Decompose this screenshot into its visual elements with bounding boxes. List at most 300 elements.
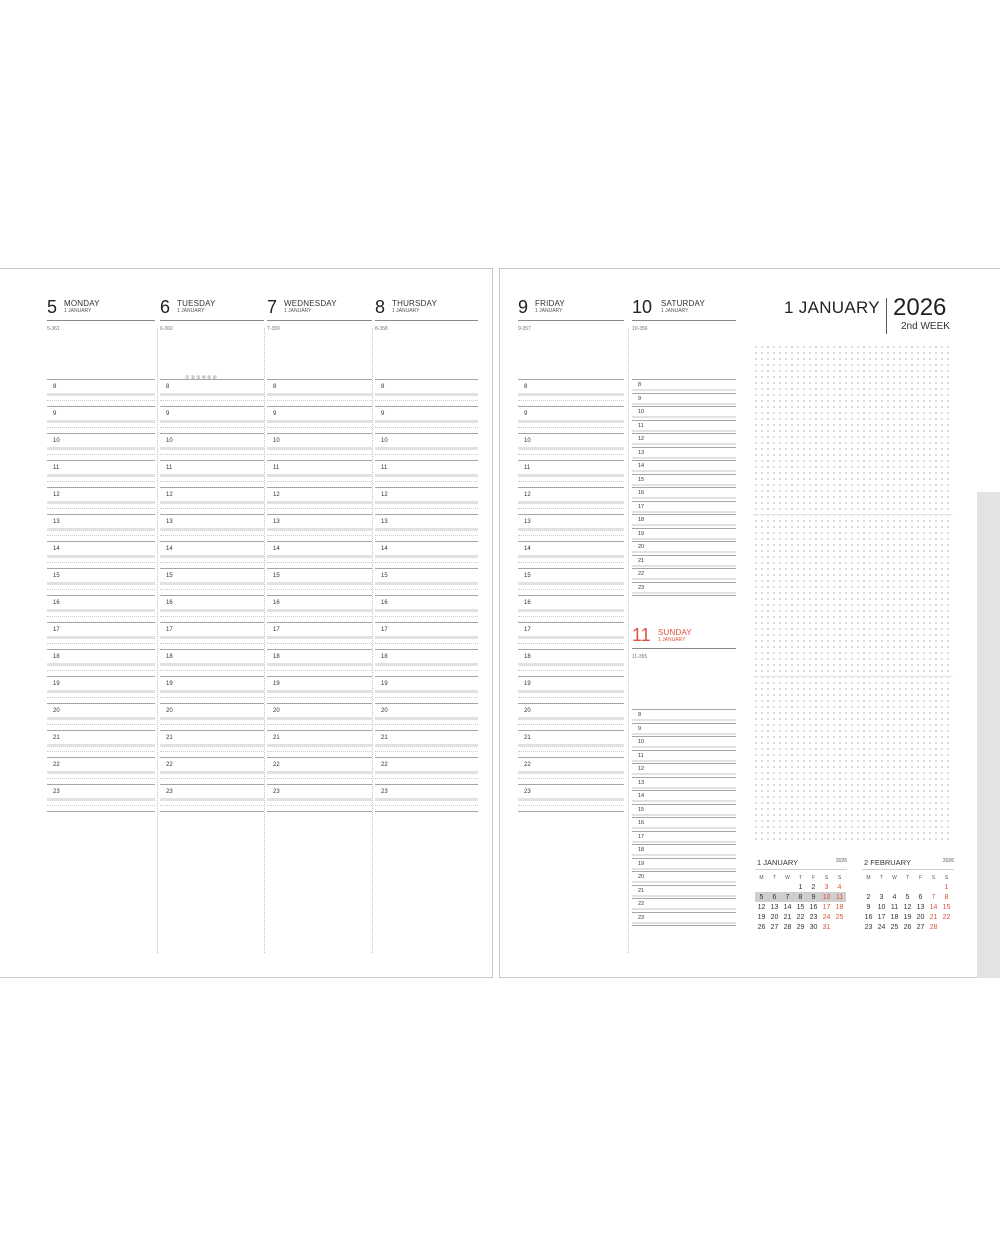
index-tab[interactable]	[977, 492, 1000, 978]
calendar-day[interactable]: 15	[942, 903, 951, 911]
calendar-day[interactable]: 21	[783, 913, 792, 921]
week-row	[862, 922, 953, 932]
calendar-day[interactable]: 23	[809, 913, 818, 921]
hour-row[interactable]	[632, 804, 736, 818]
hour-row[interactable]	[160, 730, 264, 757]
calendar-day[interactable]: 13	[770, 903, 779, 911]
hour-label: 18	[273, 654, 280, 660]
hour-row[interactable]	[518, 406, 624, 433]
hour-row[interactable]	[267, 514, 372, 541]
hour-list	[47, 379, 155, 815]
hour-row[interactable]	[160, 541, 264, 568]
half-hour-line	[267, 778, 372, 779]
hour-label: 8	[381, 384, 385, 390]
month-title: 1 JANUARY	[784, 298, 880, 317]
calendar-day[interactable]: 16	[809, 903, 818, 911]
day-number: 11	[632, 625, 651, 645]
calendar-day[interactable]	[755, 882, 768, 892]
calendar-day[interactable]: 2	[866, 893, 871, 901]
hour-row[interactable]	[375, 379, 478, 406]
calendar-day[interactable]: 15	[796, 903, 805, 911]
hour-label: 19	[381, 681, 388, 687]
half-hour-line	[518, 616, 624, 617]
half-hour-line	[518, 481, 624, 482]
hour-row[interactable]	[632, 817, 736, 831]
hour-label: 10	[381, 438, 388, 444]
hour-row[interactable]	[518, 784, 624, 811]
half-hour-line	[160, 535, 264, 536]
hour-row[interactable]	[632, 898, 736, 912]
hour-label: 23	[53, 789, 60, 795]
hour-row[interactable]	[375, 406, 478, 433]
half-hour-line	[375, 454, 478, 455]
hour-label: 13	[524, 519, 531, 525]
hour-row[interactable]	[632, 433, 736, 447]
calendar-day[interactable]: 29	[796, 923, 805, 931]
hour-row[interactable]	[47, 784, 155, 811]
hour-row[interactable]	[160, 595, 264, 622]
calendar-day[interactable]	[927, 882, 940, 892]
hour-row[interactable]	[160, 622, 264, 649]
weekday-label: W	[785, 874, 790, 881]
hour-row[interactable]	[160, 784, 264, 811]
hour-row[interactable]	[160, 568, 264, 595]
hour-row[interactable]	[47, 703, 155, 730]
calendar-day[interactable]: 24	[877, 923, 886, 931]
calendar-day[interactable]: 26	[757, 923, 766, 931]
hour-row[interactable]	[632, 568, 736, 582]
calendar-day[interactable]: 9	[866, 903, 871, 911]
hour-bar	[160, 555, 264, 558]
hour-label: 23	[166, 789, 173, 795]
hour-bar	[47, 555, 155, 558]
hour-row[interactable]	[632, 582, 736, 596]
hour-row[interactable]	[518, 487, 624, 514]
calendar-day[interactable]: 7	[781, 892, 794, 902]
calendar-day[interactable]: 13	[916, 903, 925, 911]
calendar-day[interactable]	[940, 922, 953, 932]
hour-bar	[267, 501, 372, 504]
half-hour-line	[518, 562, 624, 563]
hour-bar	[160, 528, 264, 531]
calendar-day[interactable]: 2	[811, 883, 816, 891]
hour-bar	[267, 582, 372, 585]
calendar-day[interactable]: 12	[757, 903, 766, 911]
calendar-day[interactable]: 3	[879, 893, 884, 901]
half-hour-line	[518, 670, 624, 671]
hour-row[interactable]	[632, 871, 736, 885]
hour-bar	[47, 771, 155, 774]
hour-row[interactable]	[267, 541, 372, 568]
calendar-day[interactable]	[875, 882, 888, 892]
hour-label: 23	[524, 789, 531, 795]
hour-row[interactable]	[518, 676, 624, 703]
hour-row[interactable]	[160, 649, 264, 676]
hour-row[interactable]	[267, 406, 372, 433]
weekday-row	[755, 873, 846, 882]
hour-bar	[47, 636, 155, 639]
calendar-day[interactable]: 28	[929, 923, 938, 931]
hour-row[interactable]	[267, 460, 372, 487]
calendar-day[interactable]	[833, 922, 846, 932]
hour-bar	[632, 497, 736, 499]
hour-row[interactable]	[267, 568, 372, 595]
hour-row[interactable]	[160, 406, 264, 433]
hour-row[interactable]	[267, 622, 372, 649]
half-hour-line	[518, 751, 624, 752]
hour-row[interactable]	[267, 676, 372, 703]
hour-row[interactable]	[47, 676, 155, 703]
hour-row[interactable]	[47, 568, 155, 595]
half-hour-line	[518, 724, 624, 725]
calendar-day[interactable]: 12	[903, 903, 912, 911]
hour-row[interactable]	[632, 514, 736, 528]
hour-row[interactable]	[160, 379, 264, 406]
hour-row[interactable]	[632, 474, 736, 488]
hour-bar	[47, 528, 155, 531]
hour-row[interactable]	[160, 487, 264, 514]
hour-bar	[632, 841, 736, 843]
calendar-day[interactable]: 23	[864, 923, 873, 931]
calendar-year: 2026	[835, 858, 847, 864]
calendar-day[interactable]: 10	[877, 903, 886, 911]
hour-row[interactable]	[632, 379, 736, 393]
hour-row[interactable]	[267, 379, 372, 406]
hour-bar	[632, 814, 736, 816]
hour-row[interactable]	[375, 433, 478, 460]
week-row	[862, 892, 953, 902]
hour-row[interactable]	[160, 757, 264, 784]
hour-label: 10	[166, 438, 173, 444]
hour-row[interactable]	[47, 649, 155, 676]
weekday-label: M	[759, 874, 764, 881]
hour-label: 20	[381, 708, 388, 714]
calendar-day[interactable]: 6	[918, 893, 923, 901]
calendar-day[interactable]: 16	[864, 913, 873, 921]
hour-row[interactable]	[518, 379, 624, 406]
hour-row[interactable]	[375, 514, 478, 541]
hour-bar	[267, 717, 372, 720]
calendar-day[interactable]: 1	[944, 883, 949, 891]
hour-label: 16	[273, 600, 280, 606]
hour-bar	[375, 690, 478, 693]
hour-label: 9	[273, 411, 277, 417]
half-hour-line	[375, 508, 478, 509]
hour-row[interactable]	[160, 676, 264, 703]
hour-row[interactable]	[518, 703, 624, 730]
calendar-day[interactable]: 10	[820, 892, 833, 902]
hour-bar	[518, 744, 624, 747]
half-hour-line	[267, 400, 372, 401]
hour-label: 15	[638, 476, 645, 483]
calendar-day[interactable]: 1	[798, 883, 803, 891]
hour-label: 8	[524, 384, 528, 390]
half-hour-line	[375, 724, 478, 725]
hour-row[interactable]	[47, 379, 155, 406]
calendar-day[interactable]: 28	[783, 923, 792, 931]
day-count: 10-356	[632, 326, 648, 332]
hour-row[interactable]	[632, 487, 736, 501]
hour-bar	[375, 798, 478, 801]
hour-label: 14	[166, 546, 173, 552]
hour-row[interactable]	[47, 541, 155, 568]
hour-end-rule	[47, 811, 155, 815]
hour-row[interactable]	[47, 433, 155, 460]
hour-row[interactable]	[632, 541, 736, 555]
hour-row[interactable]	[518, 460, 624, 487]
calendar-day[interactable]	[901, 882, 914, 892]
calendar-day[interactable]: 27	[916, 923, 925, 931]
calendar-day[interactable]: 4	[837, 883, 842, 891]
hour-bar	[518, 636, 624, 639]
hour-row[interactable]	[47, 730, 155, 757]
calendar-day[interactable]: 5	[755, 892, 768, 902]
hour-row[interactable]	[518, 433, 624, 460]
calendar-day[interactable]: 25	[890, 923, 899, 931]
hour-row[interactable]	[267, 730, 372, 757]
hour-label: 21	[53, 735, 60, 741]
calendar-day[interactable]: 3	[824, 883, 829, 891]
title-divider	[886, 298, 887, 334]
hour-bar	[518, 447, 624, 450]
hour-row[interactable]	[632, 844, 736, 858]
hour-row[interactable]	[632, 763, 736, 777]
calendar-day[interactable]: 4	[892, 893, 897, 901]
hour-row[interactable]	[375, 649, 478, 676]
hour-bar	[375, 717, 478, 720]
calendar-day[interactable]: 14	[929, 903, 938, 911]
hour-label: 11	[524, 465, 531, 471]
hour-end-rule	[160, 811, 264, 815]
hour-row[interactable]	[375, 541, 478, 568]
hour-label: 14	[524, 546, 531, 552]
weekday-label: T	[772, 874, 777, 881]
hour-row[interactable]	[632, 406, 736, 420]
calendar-day[interactable]: 5	[905, 893, 910, 901]
hour-row[interactable]	[518, 568, 624, 595]
hour-row[interactable]	[375, 730, 478, 757]
week-row	[755, 902, 846, 912]
hour-row[interactable]	[375, 676, 478, 703]
hour-row[interactable]	[632, 555, 736, 569]
hour-bar	[47, 798, 155, 801]
hour-row[interactable]	[632, 777, 736, 791]
hour-bar	[160, 636, 264, 639]
hour-row[interactable]	[375, 784, 478, 811]
hour-row[interactable]	[632, 912, 736, 926]
hour-label: 17	[524, 627, 531, 633]
dot-grid-notes[interactable]	[753, 344, 953, 841]
hour-bar	[267, 771, 372, 774]
hour-row[interactable]	[160, 703, 264, 730]
hour-row[interactable]	[47, 595, 155, 622]
calendar-day[interactable]	[888, 882, 901, 892]
day-month: 1 JANUARY	[284, 308, 312, 314]
hour-row[interactable]	[632, 447, 736, 461]
calendar-day[interactable]: 20	[770, 913, 779, 921]
hour-row[interactable]	[267, 757, 372, 784]
calendar-day[interactable]: 19	[757, 913, 766, 921]
calendar-day[interactable]: 11	[833, 892, 846, 902]
calendar-day[interactable]: 22	[796, 913, 805, 921]
calendar-day[interactable]	[781, 882, 794, 892]
mini-calendar-january	[755, 857, 847, 932]
half-hour-line	[160, 481, 264, 482]
hour-row[interactable]	[160, 433, 264, 460]
hour-bar	[267, 744, 372, 747]
hour-label: 12	[273, 492, 280, 498]
hour-bar	[632, 538, 736, 540]
calendar-day[interactable]: 21	[929, 913, 938, 921]
half-hour-line	[518, 427, 624, 428]
calendar-day[interactable]: 9	[807, 892, 820, 902]
half-hour-line	[267, 427, 372, 428]
calendar-day[interactable]: 8	[944, 893, 949, 901]
day-name: THURSDAY	[392, 299, 438, 308]
hour-label: 15	[381, 573, 388, 579]
calendar-day[interactable]: 17	[877, 913, 886, 921]
hour-bar	[632, 578, 736, 580]
calendar-day[interactable]	[768, 882, 781, 892]
hour-row[interactable]	[632, 750, 736, 764]
calendar-day[interactable]: 11	[890, 903, 899, 911]
calendar-day[interactable]: 18	[835, 903, 844, 911]
hour-row[interactable]	[518, 541, 624, 568]
hour-row[interactable]	[632, 528, 736, 542]
hour-row[interactable]	[267, 487, 372, 514]
hour-row[interactable]	[632, 858, 736, 872]
hour-bar	[632, 733, 736, 735]
day-number: 9	[518, 297, 529, 317]
hour-row[interactable]	[267, 649, 372, 676]
hour-row[interactable]	[518, 649, 624, 676]
hour-row[interactable]	[375, 487, 478, 514]
hour-label: 14	[381, 546, 388, 552]
hour-row[interactable]	[267, 784, 372, 811]
hour-bar	[267, 609, 372, 612]
hour-row[interactable]	[632, 723, 736, 737]
hour-row[interactable]	[632, 460, 736, 474]
hour-row[interactable]	[160, 460, 264, 487]
day-count: 8-358	[375, 326, 388, 332]
hour-label: 13	[166, 519, 173, 525]
day-header	[375, 296, 478, 321]
hour-row[interactable]	[632, 736, 736, 750]
hour-row[interactable]	[47, 757, 155, 784]
calendar-day[interactable]: 17	[822, 903, 831, 911]
hour-label: 18	[53, 654, 60, 660]
hour-bar	[632, 773, 736, 775]
hour-bar	[632, 787, 736, 789]
hour-row[interactable]	[375, 568, 478, 595]
hour-label: 10	[524, 438, 531, 444]
day-header	[632, 624, 736, 649]
calendar-day[interactable]: 7	[931, 893, 936, 901]
hour-row[interactable]	[375, 622, 478, 649]
hour-label: 9	[381, 411, 385, 417]
hour-row[interactable]	[375, 460, 478, 487]
weekday-label: S	[944, 874, 949, 881]
hour-label: 9	[638, 395, 642, 402]
calendar-day[interactable]: 30	[809, 923, 818, 931]
half-hour-line	[47, 454, 155, 455]
hour-row[interactable]	[160, 514, 264, 541]
calendar-day[interactable]: 14	[783, 903, 792, 911]
hour-bar	[632, 403, 736, 405]
hour-bar	[267, 474, 372, 477]
hour-bar	[160, 420, 264, 423]
hour-bar	[632, 881, 736, 883]
hour-bar	[160, 582, 264, 585]
hour-label: 17	[166, 627, 173, 633]
calendar-day[interactable]: 6	[768, 892, 781, 902]
calendar-day[interactable]: 19	[903, 913, 912, 921]
hour-bar	[518, 771, 624, 774]
calendar-day[interactable]: 31	[822, 923, 831, 931]
calendar-day[interactable]: 22	[942, 913, 951, 921]
hour-row[interactable]	[375, 703, 478, 730]
calendar-day[interactable]: 8	[794, 892, 807, 902]
calendar-day[interactable]: 24	[822, 913, 831, 921]
hour-row[interactable]	[47, 487, 155, 514]
day-month: 1 JANUARY	[392, 308, 420, 314]
hour-row[interactable]	[518, 622, 624, 649]
hour-row[interactable]	[632, 831, 736, 845]
hour-bar	[160, 447, 264, 450]
calendar-day[interactable]	[862, 882, 875, 892]
hour-row[interactable]	[518, 595, 624, 622]
day-count: 5-361	[47, 326, 60, 332]
hour-label: 20	[638, 874, 645, 880]
hour-bar	[47, 501, 155, 504]
hour-row[interactable]	[632, 420, 736, 434]
calendar-day[interactable]: 20	[916, 913, 925, 921]
hour-row[interactable]	[518, 514, 624, 541]
hour-row[interactable]	[375, 595, 478, 622]
hour-row[interactable]	[267, 703, 372, 730]
hour-bar	[632, 760, 736, 762]
hour-row[interactable]	[632, 885, 736, 899]
hour-row[interactable]	[632, 790, 736, 804]
calendar-day[interactable]: 27	[770, 923, 779, 931]
hour-row[interactable]	[267, 433, 372, 460]
calendar-day[interactable]: 26	[903, 923, 912, 931]
hour-row[interactable]	[47, 460, 155, 487]
hour-bar	[632, 854, 736, 856]
hour-row[interactable]	[632, 501, 736, 515]
hour-row[interactable]	[375, 757, 478, 784]
hour-row[interactable]	[632, 393, 736, 407]
hour-row[interactable]	[518, 730, 624, 757]
hour-row[interactable]	[47, 514, 155, 541]
calendar-day[interactable]	[914, 882, 927, 892]
weekday-label: M	[866, 874, 871, 881]
calendar-day[interactable]: 25	[835, 913, 844, 921]
hour-label: 15	[166, 573, 173, 579]
hour-bar	[632, 470, 736, 472]
hour-row[interactable]	[47, 406, 155, 433]
calendar-day[interactable]: 18	[890, 913, 899, 921]
hour-row[interactable]	[518, 757, 624, 784]
hour-row[interactable]	[47, 622, 155, 649]
hour-bar	[160, 393, 264, 396]
hour-row[interactable]	[267, 595, 372, 622]
half-hour-line	[267, 724, 372, 725]
half-hour-line	[267, 481, 372, 482]
hour-label: 21	[381, 735, 388, 741]
half-hour-line	[160, 724, 264, 725]
hour-row[interactable]	[632, 709, 736, 723]
